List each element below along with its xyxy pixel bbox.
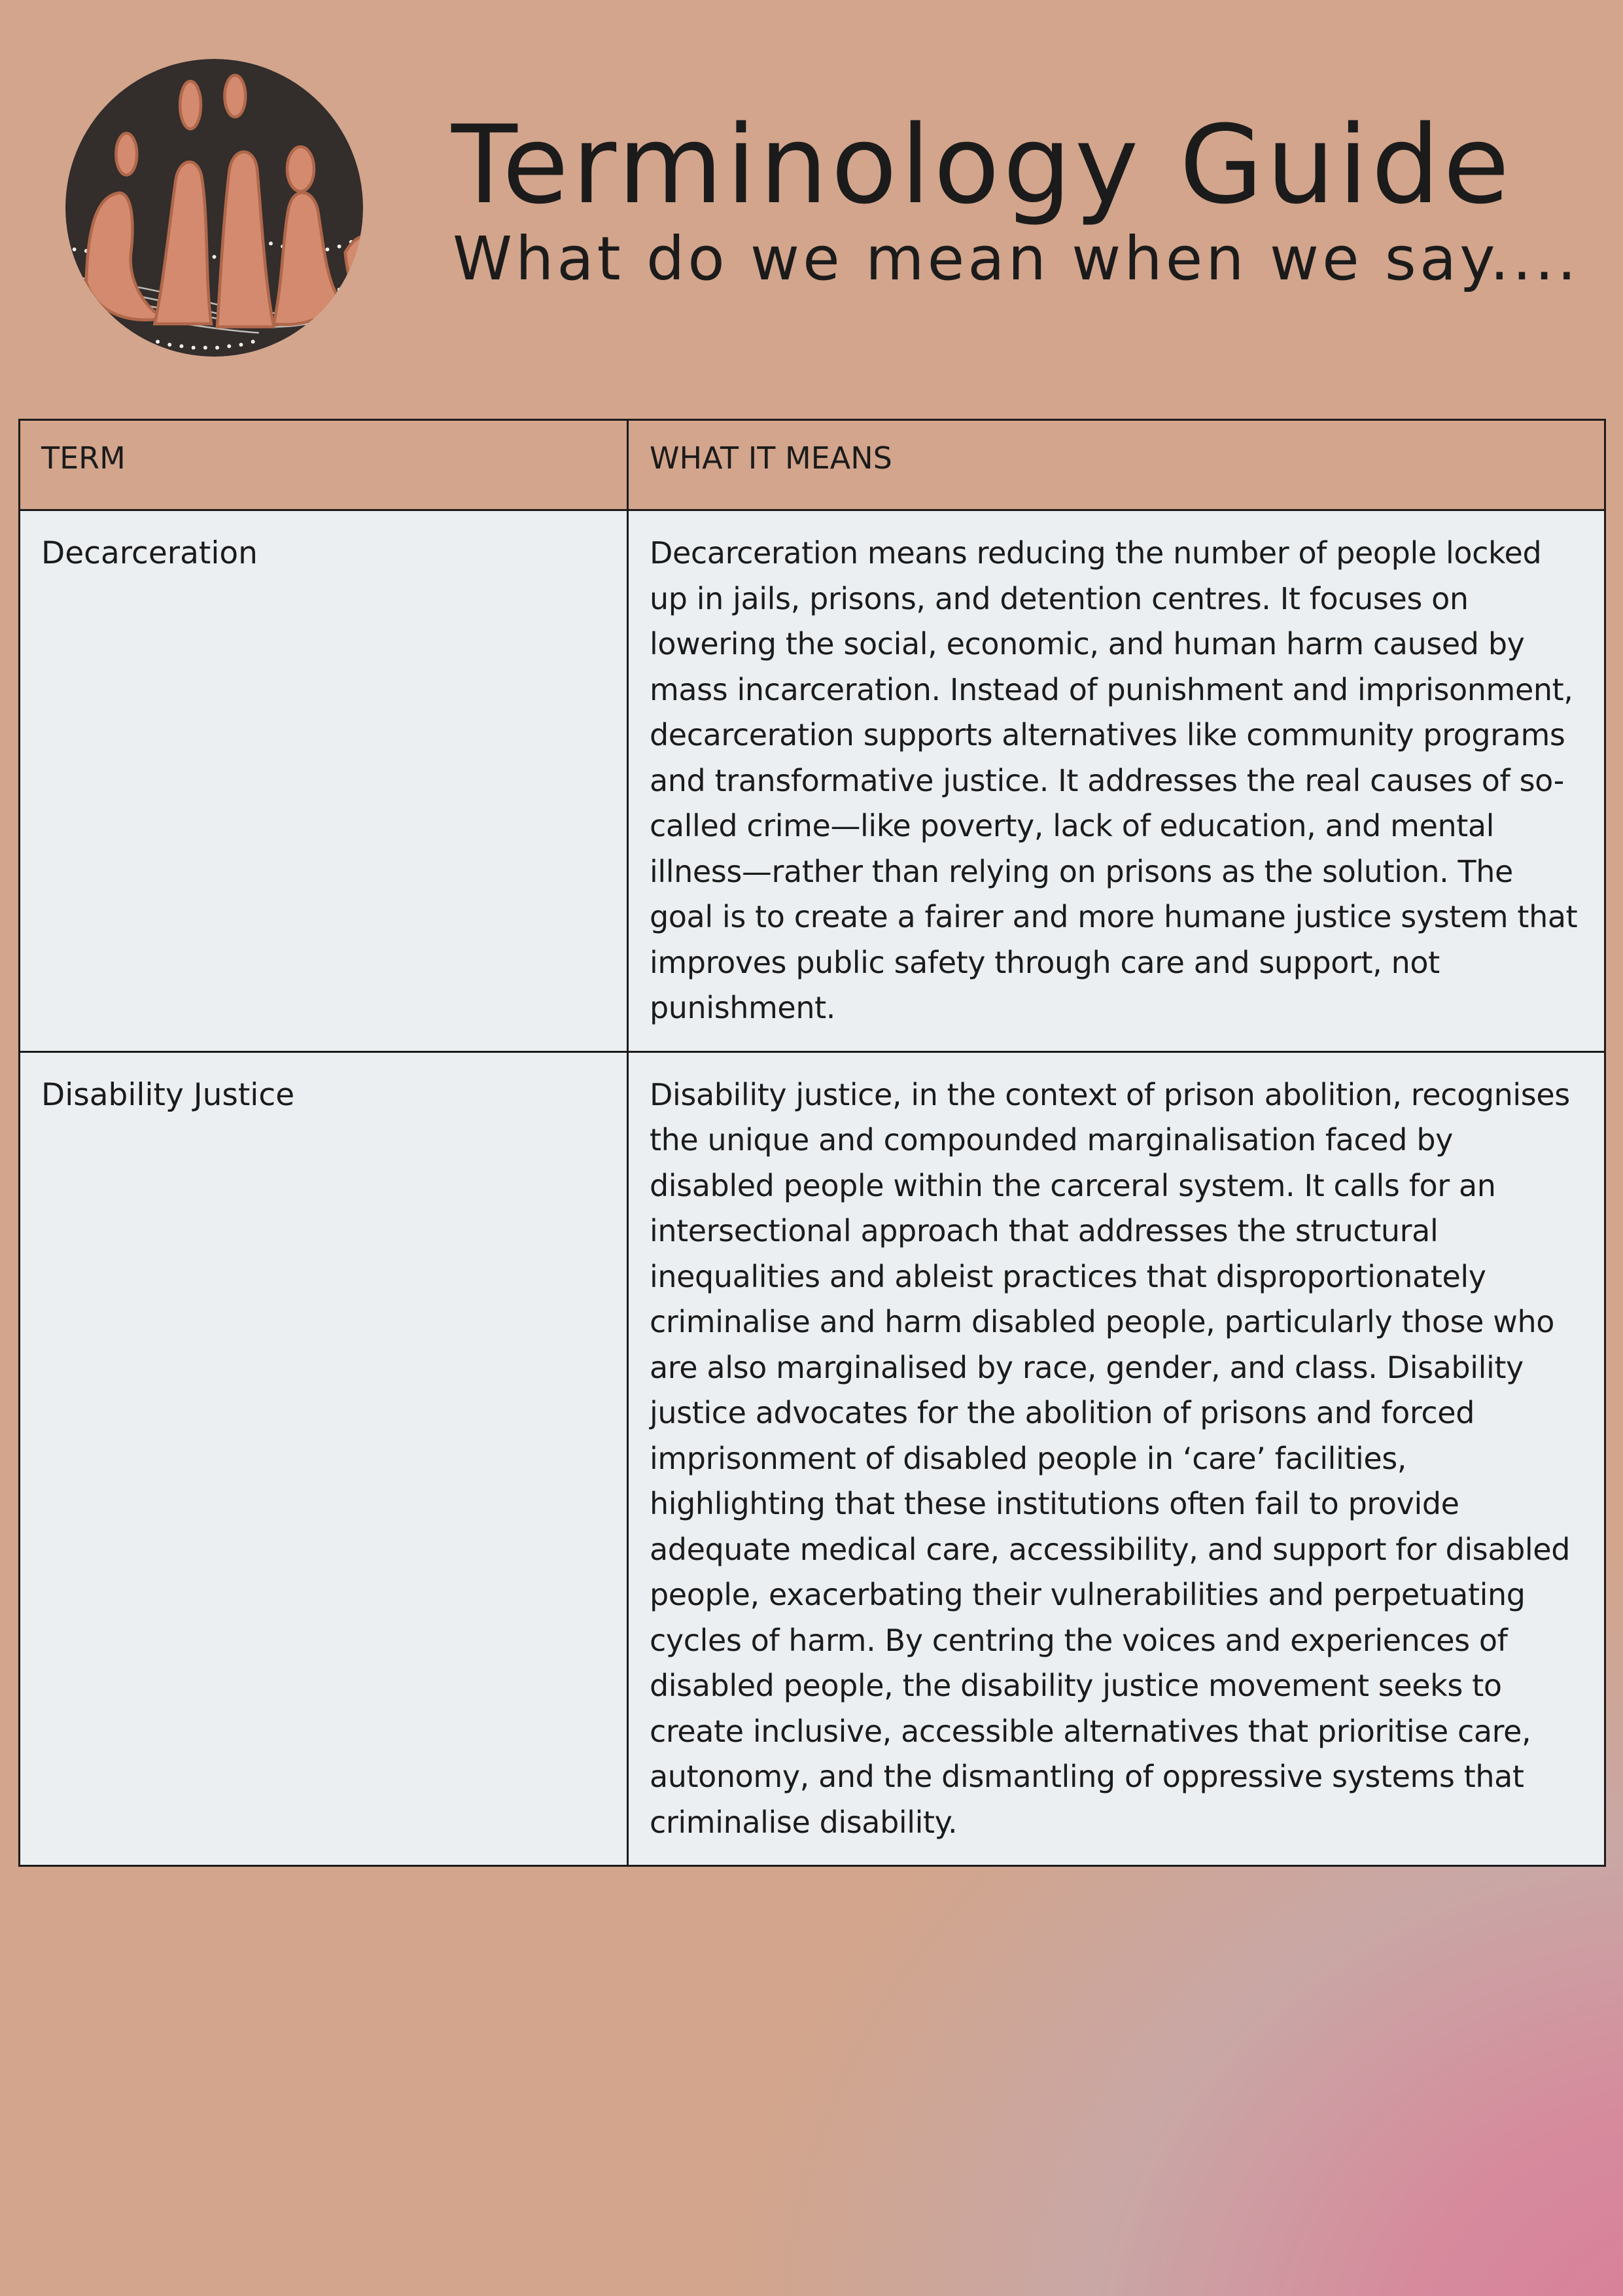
page-title: Terminology Guide (451, 102, 1513, 228)
table-row (20, 1051, 1605, 1866)
page-subtitle: What do we mean when we say.... (453, 224, 1580, 294)
community-figures-logo-icon (65, 59, 363, 357)
term-column-header: TERM (20, 420, 628, 510)
terminology-table (18, 419, 1606, 1867)
meaning-cell: Decarceration means reducing the number of people locked up in jails, prisons, and detention centres. It focuses on lowering the social, economic, and human harm caused by mass incarceration. Instead of punishment and imprisonment, decarceration supports alternatives like community programs and transformative justice. It addresses the real causes of so-called crime—like poverty, lack of education, and mental illness—rather than relying on prisons as the solution. The goal is to create a fairer and more humane justice system that improves public safety through care and support, not punishment. (628, 510, 1605, 1052)
term-cell: Disability Justice (20, 1051, 628, 1866)
table-row (20, 510, 1605, 1052)
term-cell: Decarceration (20, 510, 628, 1052)
meaning-column-header: WHAT IT MEANS (628, 420, 1605, 510)
table-header-row (20, 420, 1605, 510)
meaning-cell: Disability justice, in the context of prison abolition, recognises the unique and compounded marginalisation faced by disabled people within the carceral system. It calls for an intersectional approach that addresses the structural inequalities and ableist practices that disproportionately criminalise and harm disabled people, particularly those who are also marginalised by race, gender, and class. Disability justice advocates for the abolition of prisons and forced imprisonment of disabled people in ‘care’ facilities, highlighting that these institutions often fail to provide adequate medical care, accessibility, and support for disabled people, exacerbating their vulnerabilities and perpetuating cycles of harm. By centring the voices and experiences of disabled people, the disability justice movement seeks to create inclusive, accessible alternatives that prioritise care, autonomy, and the dismantling of oppressive systems that criminalise disability. (628, 1051, 1605, 1866)
